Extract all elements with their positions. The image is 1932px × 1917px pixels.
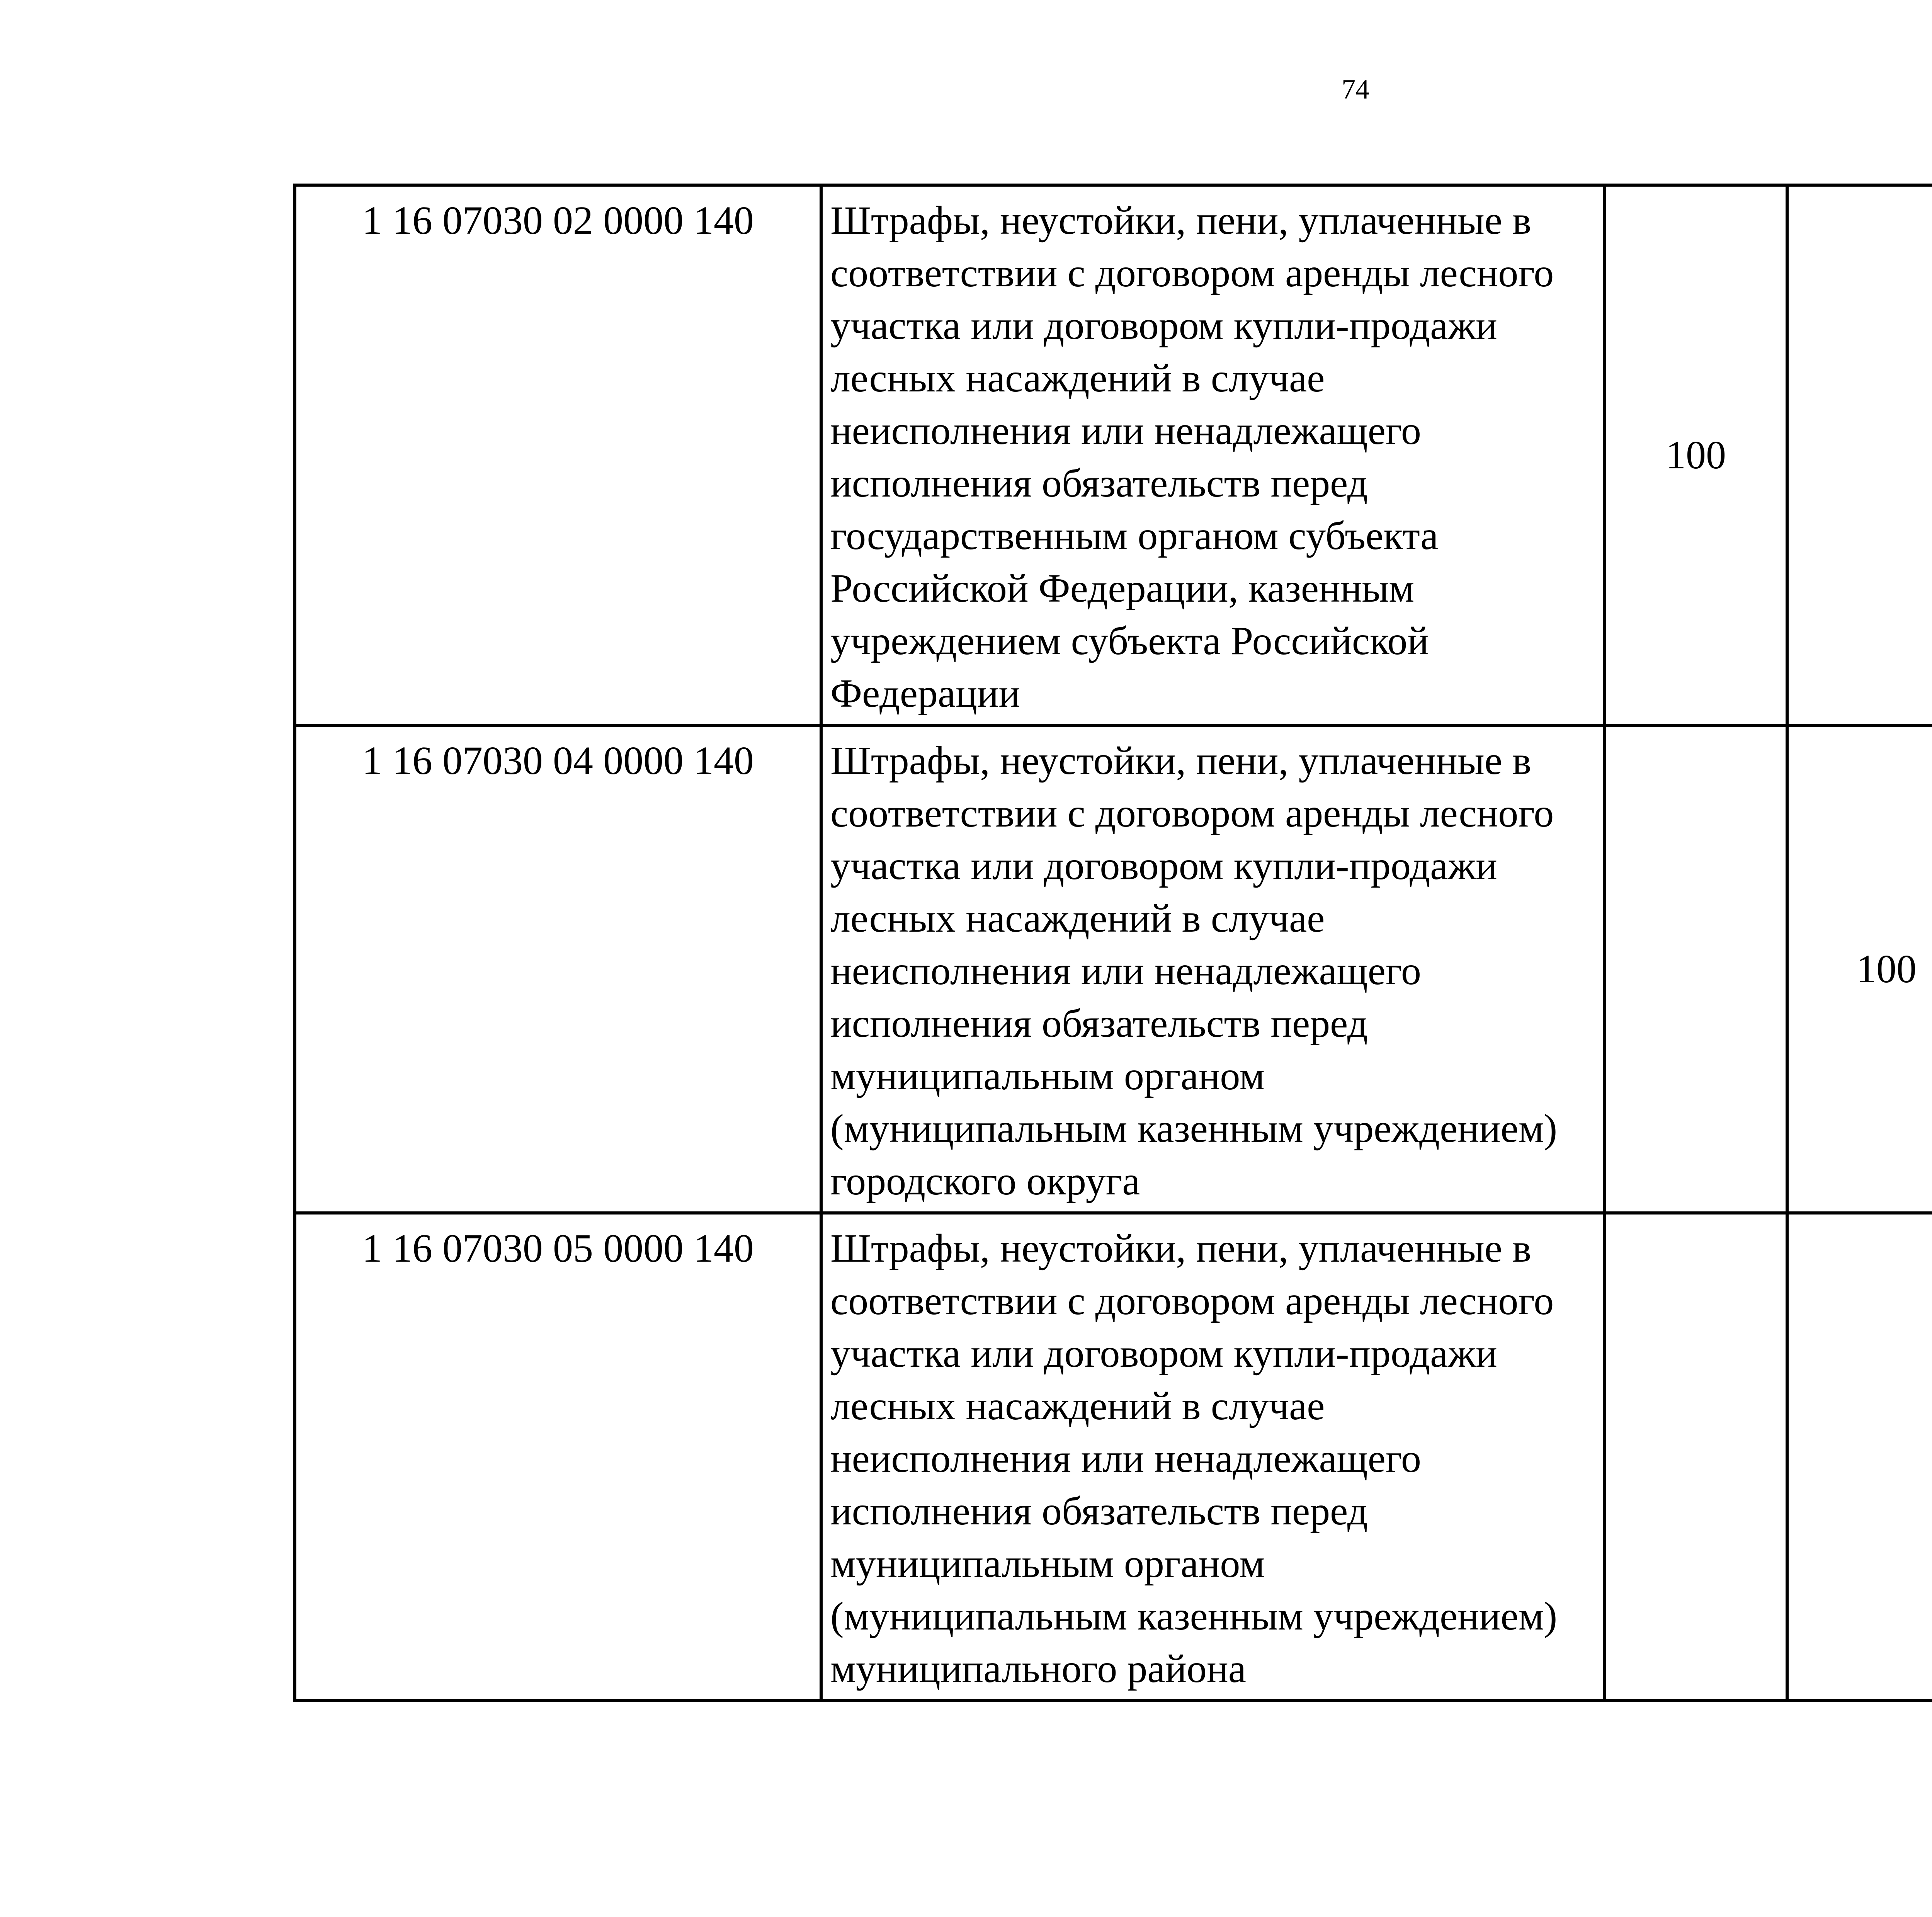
value-cell [1787, 1213, 1932, 1701]
budget-code-cell: 1 16 07030 04 0000 140 [295, 725, 821, 1213]
description-line: соответствии с договором аренды лесного [830, 251, 1554, 295]
table-row [295, 725, 1932, 1213]
value-cell [1605, 1213, 1787, 1701]
description-line: муниципальным органом [830, 1541, 1265, 1586]
description-line: неисполнения или ненадлежащего [830, 949, 1421, 993]
description-line: Российской Федерации, казенным [830, 566, 1415, 611]
table-row [295, 185, 1932, 725]
description-line: исполнения обязательств перед [830, 1489, 1368, 1533]
description-line: учреждением субъекта Российской [830, 619, 1429, 663]
description-line: Штрафы, неустойки, пени, уплаченные в [830, 738, 1531, 783]
value-cell: 100 [1787, 725, 1932, 1213]
description-line: (муниципальным казенным учреждением) [830, 1106, 1558, 1151]
description-line: лесных насаждений в случае [830, 356, 1325, 400]
page-number: 74 [1342, 74, 1369, 105]
value-cell: 100 [1605, 185, 1787, 725]
value-cell [1605, 725, 1787, 1213]
value-cell [1787, 185, 1932, 725]
description-cell [821, 185, 1605, 725]
budget-code-cell: 1 16 07030 02 0000 140 [295, 185, 821, 725]
table-row [295, 1213, 1932, 1701]
description-line: участка или договором купли-продажи [830, 303, 1497, 348]
description-line: участка или договором купли-продажи [830, 1331, 1497, 1376]
description-line: участка или договором купли-продажи [830, 844, 1497, 888]
description-line: соответствии с договором аренды лесного [830, 1279, 1554, 1323]
description-line: лесных насаждений в случае [830, 896, 1325, 941]
revenue-distribution-table [293, 184, 1932, 1702]
description-line: неисполнения или ненадлежащего [830, 408, 1421, 453]
description-line: неисполнения или ненадлежащего [830, 1436, 1421, 1481]
description-line: государственным органом субъекта [830, 514, 1439, 558]
description-line: лесных насаждений в случае [830, 1384, 1325, 1428]
description-line: исполнения обязательств перед [830, 1001, 1368, 1046]
description-line: городского округа [830, 1159, 1140, 1203]
description-cell [821, 1213, 1605, 1701]
description-line: Штрафы, неустойки, пени, уплаченные в [830, 1226, 1531, 1271]
description-line: (муниципальным казенным учреждением) [830, 1594, 1558, 1638]
description-line: муниципальным органом [830, 1054, 1265, 1098]
description-line: муниципального района [830, 1647, 1246, 1691]
description-line: соответствии с договором аренды лесного [830, 791, 1554, 835]
description-line: Штрафы, неустойки, пени, уплаченные в [830, 198, 1531, 243]
description-cell [821, 725, 1605, 1213]
description-line: Федерации [830, 671, 1020, 716]
description-line: исполнения обязательств перед [830, 461, 1368, 505]
budget-code-cell: 1 16 07030 05 0000 140 [295, 1213, 821, 1701]
